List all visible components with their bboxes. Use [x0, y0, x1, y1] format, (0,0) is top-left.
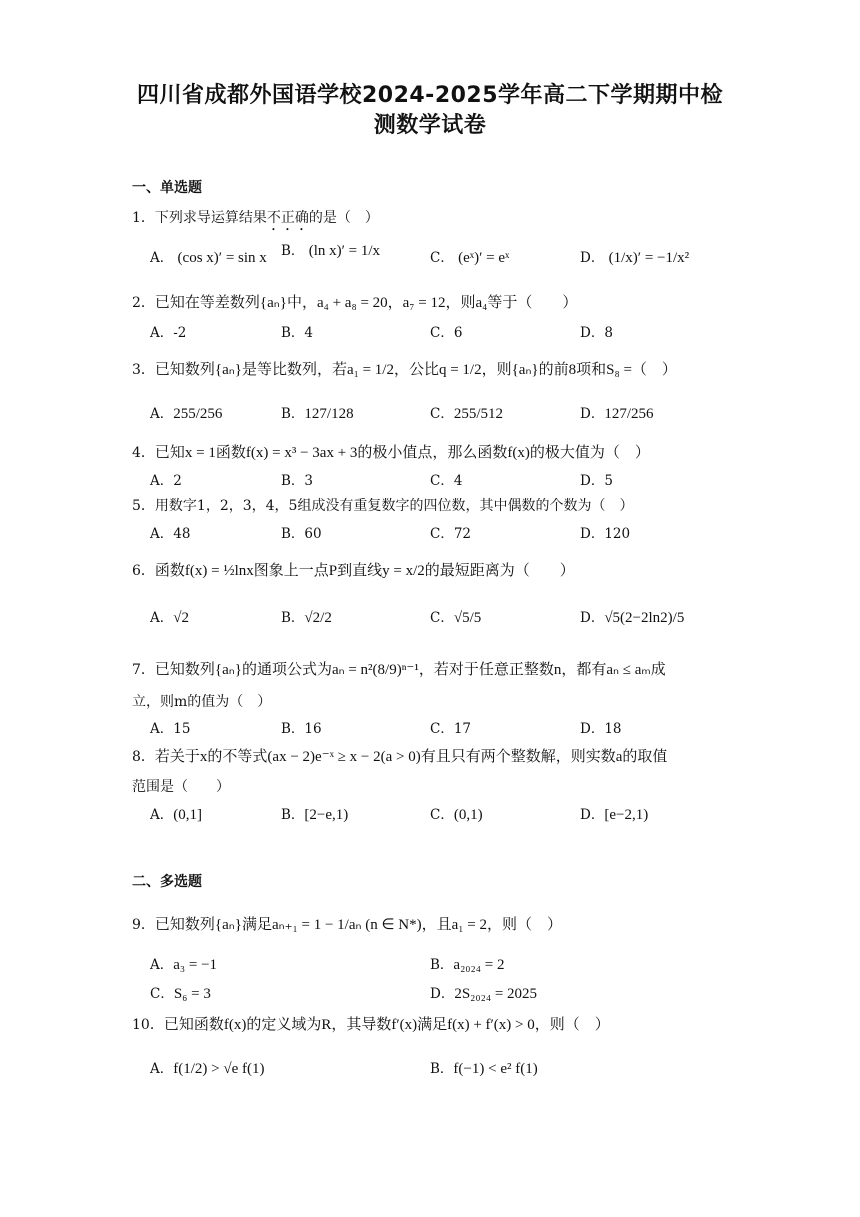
q10-option-a[interactable]: A．f(1/2) > √e f(1) — [150, 1061, 265, 1077]
q6-option-c[interactable]: C．√5/5 — [430, 610, 482, 626]
q1-option-d[interactable]: D． (1/x)′ = −1/x² — [580, 250, 690, 266]
question-4: 4．已知x = 1函数f(x) = x³ − 3ax + 3的极小值点，那么函数f(x)的极大值为（ ） — [132, 445, 650, 461]
q3-option-a[interactable]: A．255/256 — [150, 406, 223, 422]
q8-option-a[interactable]: A．(0,1] — [150, 807, 202, 823]
q5-option-b[interactable]: B．60 — [281, 526, 322, 542]
page-title-line2: 测数学试卷 — [373, 113, 487, 138]
q10-option-b[interactable]: B．f(−1) < e² f(1) — [430, 1061, 538, 1077]
q7-option-c[interactable]: C．17 — [430, 721, 472, 737]
question-7-line2: 立，则m的值为（ ） — [132, 694, 272, 710]
q4-option-c[interactable]: C．4 — [430, 473, 463, 489]
q3-option-b[interactable]: B．127/128 — [281, 406, 354, 422]
q4-option-d[interactable]: D．5 — [580, 473, 613, 489]
page-title-line1: 四川省成都外国语学校2024-2025学年高二下学期期中检 — [136, 83, 724, 108]
q4-option-a[interactable]: A．2 — [150, 473, 182, 489]
question-1: 1．下列求导运算结果不正确的是（ ） — [132, 210, 379, 226]
q2-option-b[interactable]: B．4 — [281, 325, 314, 341]
q5-option-d[interactable]: D．120 — [580, 526, 631, 542]
q7-option-a[interactable]: A．15 — [150, 721, 191, 737]
section-single-choice: 一、单选题 — [132, 180, 202, 196]
q6-option-d[interactable]: D．√5(2−2ln2)/5 — [580, 610, 685, 626]
question-9: 9．已知数列{aₙ}满足aₙ₊₁ = 1 − 1/aₙ (n ∈ N*)，且a₁ = 2，则（ ） — [132, 917, 562, 933]
q1-option-a-math: (cos x)′ = sin x — [177, 250, 267, 266]
question-5: 5．用数字1，2，3，4，5组成没有重复数字的四位数，其中偶数的个数为（ ） — [132, 498, 634, 514]
q5-option-a[interactable]: A．48 — [150, 526, 191, 542]
question-2: 2．已知在等差数列{aₙ}中，a₄ + a₈ = 20，a₇ = 12，则a₄等于（ ） — [132, 295, 578, 311]
q9-option-b[interactable]: B．a₂₀₂₄ = 2 — [430, 957, 505, 973]
q9-option-c[interactable]: C．S₆ = 3 — [150, 986, 211, 1002]
question-6: 6．函数f(x) = ½lnx图象上一点P到直线y = x/2的最短距离为（ ） — [132, 563, 575, 579]
q8-option-d[interactable]: D．[e−2,1) — [580, 807, 649, 823]
q7-option-b[interactable]: B．16 — [281, 721, 322, 737]
q1-option-b[interactable]: B． (ln x)′ = 1/x — [281, 243, 381, 259]
question-3: 3．已知数列{aₙ}是等比数列，若a₁ = 1/2，公比q = 1/2，则{aₙ}的前8项和S₈ =（ ） — [132, 362, 677, 378]
q8-option-c[interactable]: C．(0,1) — [430, 807, 483, 823]
q1-option-b-math: (ln x)′ = 1/x — [308, 243, 381, 259]
q2-option-a[interactable]: A．-2 — [150, 325, 187, 341]
q1-option-c[interactable]: C． (eˣ)′ = eˣ — [430, 250, 510, 266]
q3-option-d[interactable]: D．127/256 — [580, 406, 654, 422]
emphasis-not-correct: 不正确 — [266, 210, 309, 226]
question-7-line1: 7．已知数列{aₙ}的通项公式为aₙ = n²(8/9)ⁿ⁻¹，若对于任意正整数n，都有aₙ ≤ aₘ成 — [132, 662, 666, 678]
q1-option-a[interactable]: A． (cos x)′ = sin x — [150, 250, 267, 266]
q6-option-b[interactable]: B．√2/2 — [281, 610, 332, 626]
q9-option-d[interactable]: D．2S₂₀₂₄ = 2025 — [430, 986, 538, 1002]
q1-option-c-math: (eˣ)′ = eˣ — [458, 250, 510, 266]
q2-option-c[interactable]: C．6 — [430, 325, 463, 341]
q9-option-a[interactable]: A．a₃ = −1 — [150, 957, 218, 973]
section-multi-choice: 二、多选题 — [132, 874, 202, 890]
q1-option-d-math: (1/x)′ = −1/x² — [608, 250, 690, 266]
question-8-line2: 范围是（ ） — [132, 779, 230, 795]
question-8-line1: 8．若关于x的不等式(ax − 2)e⁻ˣ ≥ x − 2(a > 0)有且只有两个整数解，则实数a的取值 — [132, 749, 668, 765]
question-10: 10．已知函数f(x)的定义域为R，其导数f′(x)满足f(x) + f′(x) > 0，则（ ） — [132, 1017, 610, 1033]
q3-option-c[interactable]: C．255/512 — [430, 406, 504, 422]
q7-option-d[interactable]: D．18 — [580, 721, 622, 737]
q4-option-b[interactable]: B．3 — [281, 473, 314, 489]
q8-option-b[interactable]: B．[2−e,1) — [281, 807, 349, 823]
q5-option-c[interactable]: C．72 — [430, 526, 472, 542]
q6-option-a[interactable]: A．√2 — [150, 610, 189, 626]
q2-option-d[interactable]: D．8 — [580, 325, 613, 341]
